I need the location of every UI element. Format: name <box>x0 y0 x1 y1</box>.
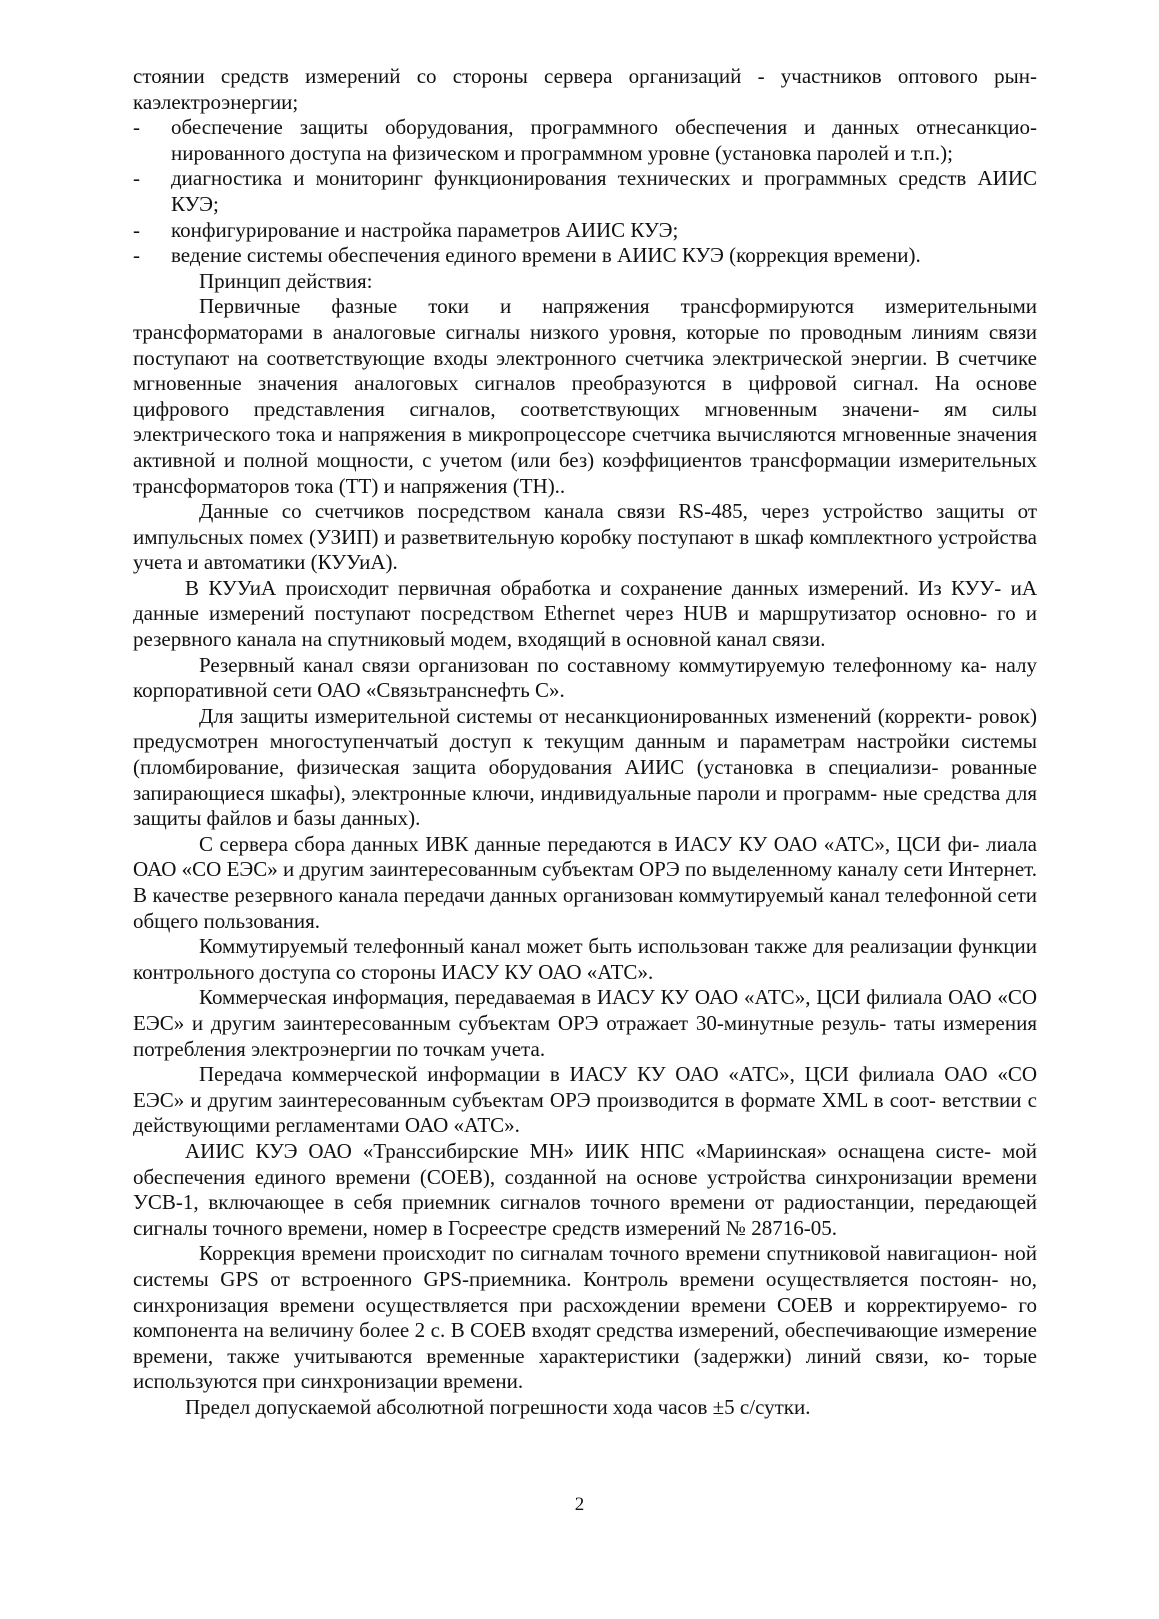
list-item <box>133 166 1037 217</box>
page-number: 2 <box>574 1494 585 1515</box>
list-item <box>133 243 1037 269</box>
paragraph: Коррекция времени происходит по сигналам точного времени спутниковой навигацион- ной системы GPS от встроенного GPS-приемника. Контроль времени осуществляется постоян- но, синхронизация времени осуществляется при расхождении времени СОЕВ и корректируемо- го компонента на величину более 2 с. В СОЕВ входят средства измерений, обеспечивающие измерение времени, также учитываются временные характеристики (задержки) линий связи, ко- торые используются при синхронизации времени. <box>133 1241 1037 1394</box>
document-body <box>133 64 1037 1420</box>
bullet-dash: - <box>133 217 140 242</box>
paragraph: В КУУиА происходит первичная обработка и сохранение данных измерений. Из КУУ- иА данные измерений поступают посредством Ethernet через HUB и маршрутизатор основно- го и резервного канала на спутниковый модем, входящий в основной канал связи. <box>133 575 1037 652</box>
paragraph: С сервера сбора данных ИВК данные передаются в ИАСУ КУ ОАО «АТС», ЦСИ фи- лиала ОАО «СО ЕЭС» и другим заинтересованным субъектам ОРЭ по выделенному каналу сети Интернет. В качестве резервного канала передачи данных организован коммутируемый канал телефонной сети общего пользования. <box>133 831 1037 933</box>
list-item-text: конфигурирование и настройка параметров АИИС КУЭ; <box>171 217 679 242</box>
list-item-text: обеспечение защиты оборудования, программного обеспечения и данных отнесанкцио- нированного доступа на физическом и программном уровне (установка паролей и т.п.); <box>171 115 1037 165</box>
paragraph: Данные со счетчиков посредством канала связи RS-485, через устройство защиты от импульсных помех (УЗИП) и разветвительную коробку поступают в шкаф комплектного устройства учета и автоматики (КУУиА). <box>133 499 1037 575</box>
list-item-text: ведение системы обеспечения единого времени в АИИС КУЭ (коррекция времени). <box>171 243 921 268</box>
list-item <box>133 218 1037 244</box>
paragraph-continuation: стоянии средств измерений со стороны сервера организаций - участников оптового рын- каэлектроэнергии; <box>133 64 1037 114</box>
paragraph: Для защиты измерительной системы от несанкционированных изменений (корректи- ровок) предусмотрен многоступенчатый доступ к текущим данным и параметрам настройки системы (пломбирование, физическая защита оборудования АИИС (установка в специализи- рованные запирающиеся шкафы), электронные ключи, индивидуальные пароли и программ- ные средства для защиты файлов и базы данных). <box>133 703 1037 831</box>
paragraph: Передача коммерческой информации в ИАСУ КУ ОАО «АТС», ЦСИ филиала ОАО «СО ЕЭС» и другим заинтересованным субъектам ОРЭ производится в формате XML в соот- ветствии с действующими регламентами ОАО «АТС». <box>133 1062 1037 1138</box>
paragraph: АИИС КУЭ ОАО «Транссибирские МН» ИИК НПС «Мариинская» оснащена систе- мой обеспечения единого времени (СОЕВ), созданной на основе устройства синхронизации времени УСВ-1, включающее в себя приемник сигналов точного времени от радиостанции, передающей сигналы точного времени, номер в Госреестре средств измерений № 28716-05. <box>133 1138 1037 1240</box>
paragraph: Резервный канал связи организован по составному коммутируемую телефонному ка- налу корпоративной сети ОАО «Связьтранснефть С». <box>133 652 1037 703</box>
bullet-dash: - <box>133 243 140 268</box>
paragraph: Первичные фазные токи и напряжения трансформируются измерительными трансформаторами в аналоговые сигналы низкого уровня, которые по проводным линиям связи поступают на соответствующие входы электронного счетчика электрической энергии. В счетчике мгновенные значения аналоговых сигналов преобразуются в цифровой сигнал. На основе цифрового представления сигналов, соответствующих мгновенным значени- ям силы электрического тока и напряжения в микропроцессоре счетчика вычисляются мгновенные значения активной и полной мощности, с учетом (или без) коэффициентов трансформации измерительных трансформаторов тока (ТТ) и напряжения (ТН).. <box>133 294 1037 498</box>
paragraph: Коммерческая информация, передаваемая в ИАСУ КУ ОАО «АТС», ЦСИ филиала ОАО «СО ЕЭС» и другим заинтересованным субъектам ОРЭ отражает 30-минутные резуль- таты измерения потребления электроэнергии по точкам учета. <box>133 985 1037 1061</box>
list-item-text: диагностика и мониторинг функционирования технических и программных средств АИИС КУЭ; <box>171 166 1037 216</box>
section-heading: Принцип действия: <box>199 268 373 293</box>
bullet-dash: - <box>133 166 140 191</box>
paragraph: Предел допускаемой абсолютной погрешности хода часов ±5 с/сутки. <box>185 1394 811 1419</box>
list-item <box>133 115 1037 166</box>
paragraph: Коммутируемый телефонный канал может быть использован также для реализации функции контрольного доступа со стороны ИАСУ КУ ОАО «АТС». <box>133 934 1037 984</box>
bullet-dash: - <box>133 115 140 140</box>
